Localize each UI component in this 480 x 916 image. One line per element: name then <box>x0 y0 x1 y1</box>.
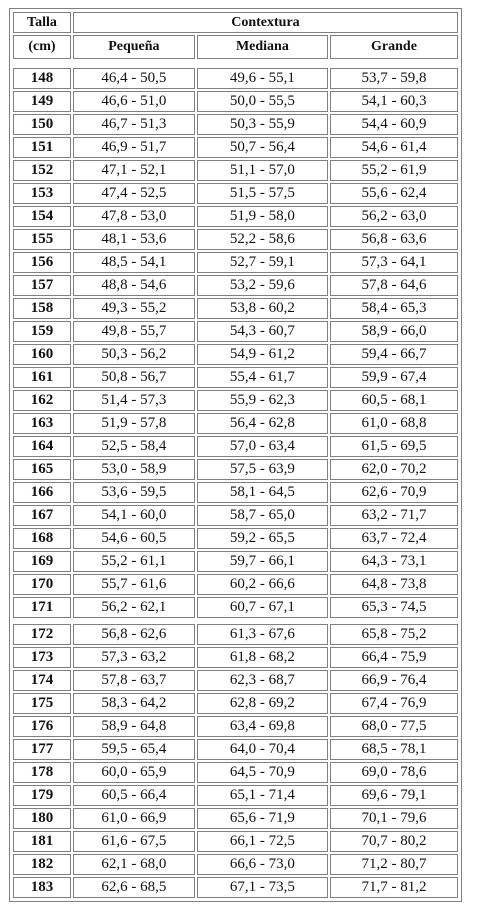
pequena-cell: 48,8 - 54,6 <box>73 275 195 296</box>
talla-cell: 172 <box>13 624 71 645</box>
mediana-cell: 55,9 - 62,3 <box>197 390 328 411</box>
talla-cell: 179 <box>13 785 71 806</box>
talla-cell: 156 <box>13 252 71 273</box>
talla-cell: 175 <box>13 693 71 714</box>
mediana-cell: 55,4 - 61,7 <box>197 367 328 388</box>
mediana-cell: 49,6 - 55,1 <box>197 68 328 89</box>
table-row <box>13 762 458 783</box>
table-body-group-2 <box>13 624 458 898</box>
pequena-cell: 53,0 - 58,9 <box>73 459 195 480</box>
pequena-cell: 49,8 - 55,7 <box>73 321 195 342</box>
talla-cell: 178 <box>13 762 71 783</box>
mediana-cell: 61,8 - 68,2 <box>197 647 328 668</box>
size-table-group-1 <box>11 66 460 620</box>
talla-cell: 162 <box>13 390 71 411</box>
mediana-cell: 65,6 - 71,9 <box>197 808 328 829</box>
grande-cell: 64,3 - 73,1 <box>330 551 458 572</box>
mediana-cell: 52,7 - 59,1 <box>197 252 328 273</box>
talla-cell: 169 <box>13 551 71 572</box>
size-table <box>11 10 460 61</box>
talla-cell: 166 <box>13 482 71 503</box>
talla-cell: 181 <box>13 831 71 852</box>
talla-cell: 176 <box>13 716 71 737</box>
mediana-cell: 51,9 - 58,0 <box>197 206 328 227</box>
pequena-cell: 57,3 - 63,2 <box>73 647 195 668</box>
talla-cell: 152 <box>13 160 71 181</box>
grande-cell: 71,7 - 81,2 <box>330 877 458 898</box>
talla-cell: 150 <box>13 114 71 135</box>
table-row <box>13 160 458 181</box>
table-row <box>13 670 458 691</box>
grande-cell: 57,3 - 64,1 <box>330 252 458 273</box>
talla-cell: 182 <box>13 854 71 875</box>
table-row <box>13 693 458 714</box>
table-row <box>13 413 458 434</box>
mediana-cell: 59,7 - 66,1 <box>197 551 328 572</box>
table-row <box>13 831 458 852</box>
pequena-cell: 58,3 - 64,2 <box>73 693 195 714</box>
talla-cell: 163 <box>13 413 71 434</box>
pequena-cell: 57,8 - 63,7 <box>73 670 195 691</box>
table-row <box>13 505 458 526</box>
grande-cell: 68,5 - 78,1 <box>330 739 458 760</box>
mediana-cell: 56,4 - 62,8 <box>197 413 328 434</box>
mediana-cell: 53,8 - 60,2 <box>197 298 328 319</box>
pequena-cell: 60,0 - 65,9 <box>73 762 195 783</box>
table-row <box>13 597 458 618</box>
talla-cell: 151 <box>13 137 71 158</box>
table-row <box>13 482 458 503</box>
header-contextura: Contextura <box>73 12 458 33</box>
table-row <box>13 321 458 342</box>
pequena-cell: 62,6 - 68,5 <box>73 877 195 898</box>
table-row <box>13 206 458 227</box>
grande-cell: 69,0 - 78,6 <box>330 762 458 783</box>
pequena-cell: 50,3 - 56,2 <box>73 344 195 365</box>
table-row <box>13 114 458 135</box>
mediana-cell: 51,1 - 57,0 <box>197 160 328 181</box>
pequena-cell: 61,6 - 67,5 <box>73 831 195 852</box>
size-table-group-2 <box>11 622 460 900</box>
pequena-cell: 59,5 - 65,4 <box>73 739 195 760</box>
header-cm: (cm) <box>13 35 71 59</box>
pequena-cell: 47,1 - 52,1 <box>73 160 195 181</box>
pequena-cell: 60,5 - 66,4 <box>73 785 195 806</box>
table-row <box>13 739 458 760</box>
grande-cell: 55,6 - 62,4 <box>330 183 458 204</box>
mediana-cell: 66,6 - 73,0 <box>197 854 328 875</box>
talla-cell: 177 <box>13 739 71 760</box>
table-row <box>13 716 458 737</box>
table-row <box>13 647 458 668</box>
mediana-cell: 60,2 - 66,6 <box>197 574 328 595</box>
talla-cell: 168 <box>13 528 71 549</box>
mediana-cell: 60,7 - 67,1 <box>197 597 328 618</box>
grande-cell: 70,1 - 79,6 <box>330 808 458 829</box>
pequena-cell: 55,7 - 61,6 <box>73 574 195 595</box>
grande-cell: 63,2 - 71,7 <box>330 505 458 526</box>
mediana-cell: 64,0 - 70,4 <box>197 739 328 760</box>
pequena-cell: 61,0 - 66,9 <box>73 808 195 829</box>
grande-cell: 59,4 - 66,7 <box>330 344 458 365</box>
talla-cell: 174 <box>13 670 71 691</box>
table-row <box>13 252 458 273</box>
grande-cell: 55,2 - 61,9 <box>330 160 458 181</box>
mediana-cell: 61,3 - 67,6 <box>197 624 328 645</box>
mediana-cell: 62,3 - 68,7 <box>197 670 328 691</box>
size-table-frame <box>9 8 462 902</box>
header-grande: Grande <box>330 35 458 59</box>
mediana-cell: 67,1 - 73,5 <box>197 877 328 898</box>
grande-cell: 56,8 - 63,6 <box>330 229 458 250</box>
talla-cell: 170 <box>13 574 71 595</box>
header-row-2 <box>13 35 458 59</box>
talla-cell: 164 <box>13 436 71 457</box>
table-row <box>13 367 458 388</box>
table-row <box>13 68 458 89</box>
grande-cell: 61,5 - 69,5 <box>330 436 458 457</box>
table-row <box>13 275 458 296</box>
talla-cell: 183 <box>13 877 71 898</box>
pequena-cell: 46,9 - 51,7 <box>73 137 195 158</box>
table-row <box>13 808 458 829</box>
table-row <box>13 91 458 112</box>
mediana-cell: 50,0 - 55,5 <box>197 91 328 112</box>
grande-cell: 59,9 - 67,4 <box>330 367 458 388</box>
grande-cell: 54,4 - 60,9 <box>330 114 458 135</box>
grande-cell: 70,7 - 80,2 <box>330 831 458 852</box>
talla-cell: 148 <box>13 68 71 89</box>
mediana-cell: 57,0 - 63,4 <box>197 436 328 457</box>
talla-cell: 171 <box>13 597 71 618</box>
table-row <box>13 436 458 457</box>
pequena-cell: 47,4 - 52,5 <box>73 183 195 204</box>
pequena-cell: 52,5 - 58,4 <box>73 436 195 457</box>
grande-cell: 63,7 - 72,4 <box>330 528 458 549</box>
talla-cell: 154 <box>13 206 71 227</box>
talla-cell: 180 <box>13 808 71 829</box>
talla-cell: 165 <box>13 459 71 480</box>
grande-cell: 64,8 - 73,8 <box>330 574 458 595</box>
table-row <box>13 528 458 549</box>
header-mediana: Mediana <box>197 35 328 59</box>
pequena-cell: 58,9 - 64,8 <box>73 716 195 737</box>
table-row <box>13 390 458 411</box>
grande-cell: 68,0 - 77,5 <box>330 716 458 737</box>
grande-cell: 71,2 - 80,7 <box>330 854 458 875</box>
pequena-cell: 51,9 - 57,8 <box>73 413 195 434</box>
pequena-cell: 54,6 - 60,5 <box>73 528 195 549</box>
grande-cell: 54,1 - 60,3 <box>330 91 458 112</box>
grande-cell: 62,6 - 70,9 <box>330 482 458 503</box>
mediana-cell: 53,2 - 59,6 <box>197 275 328 296</box>
table-row <box>13 551 458 572</box>
mediana-cell: 59,2 - 65,5 <box>197 528 328 549</box>
talla-cell: 173 <box>13 647 71 668</box>
table-row <box>13 877 458 898</box>
mediana-cell: 58,1 - 64,5 <box>197 482 328 503</box>
grande-cell: 67,4 - 76,9 <box>330 693 458 714</box>
header-pequena: Pequeña <box>73 35 195 59</box>
mediana-cell: 66,1 - 72,5 <box>197 831 328 852</box>
grande-cell: 62,0 - 70,2 <box>330 459 458 480</box>
mediana-cell: 64,5 - 70,9 <box>197 762 328 783</box>
grande-cell: 66,9 - 76,4 <box>330 670 458 691</box>
table-row <box>13 298 458 319</box>
pequena-cell: 47,8 - 53,0 <box>73 206 195 227</box>
table-row <box>13 459 458 480</box>
table-body-group-1 <box>13 68 458 618</box>
mediana-cell: 58,7 - 65,0 <box>197 505 328 526</box>
pequena-cell: 53,6 - 59,5 <box>73 482 195 503</box>
table-row <box>13 229 458 250</box>
pequena-cell: 54,1 - 60,0 <box>73 505 195 526</box>
pequena-cell: 50,8 - 56,7 <box>73 367 195 388</box>
pequena-cell: 48,1 - 53,6 <box>73 229 195 250</box>
mediana-cell: 54,3 - 60,7 <box>197 321 328 342</box>
pequena-cell: 62,1 - 68,0 <box>73 854 195 875</box>
pequena-cell: 51,4 - 57,3 <box>73 390 195 411</box>
header-row-1 <box>13 12 458 33</box>
mediana-cell: 62,8 - 69,2 <box>197 693 328 714</box>
table-row <box>13 854 458 875</box>
grande-cell: 53,7 - 59,8 <box>330 68 458 89</box>
table-header <box>13 12 458 59</box>
pequena-cell: 56,8 - 62,6 <box>73 624 195 645</box>
pequena-cell: 48,5 - 54,1 <box>73 252 195 273</box>
pequena-cell: 46,7 - 51,3 <box>73 114 195 135</box>
pequena-cell: 56,2 - 62,1 <box>73 597 195 618</box>
mediana-cell: 65,1 - 71,4 <box>197 785 328 806</box>
pequena-cell: 46,4 - 50,5 <box>73 68 195 89</box>
mediana-cell: 50,7 - 56,4 <box>197 137 328 158</box>
grande-cell: 66,4 - 75,9 <box>330 647 458 668</box>
table-row <box>13 183 458 204</box>
grande-cell: 65,8 - 75,2 <box>330 624 458 645</box>
table-row <box>13 785 458 806</box>
mediana-cell: 51,5 - 57,5 <box>197 183 328 204</box>
grande-cell: 61,0 - 68,8 <box>330 413 458 434</box>
grande-cell: 54,6 - 61,4 <box>330 137 458 158</box>
grande-cell: 58,4 - 65,3 <box>330 298 458 319</box>
grande-cell: 65,3 - 74,5 <box>330 597 458 618</box>
talla-cell: 159 <box>13 321 71 342</box>
table-row <box>13 624 458 645</box>
mediana-cell: 52,2 - 58,6 <box>197 229 328 250</box>
table-row <box>13 137 458 158</box>
talla-cell: 160 <box>13 344 71 365</box>
mediana-cell: 50,3 - 55,9 <box>197 114 328 135</box>
talla-cell: 161 <box>13 367 71 388</box>
mediana-cell: 57,5 - 63,9 <box>197 459 328 480</box>
grande-cell: 69,6 - 79,1 <box>330 785 458 806</box>
talla-cell: 153 <box>13 183 71 204</box>
pequena-cell: 49,3 - 55,2 <box>73 298 195 319</box>
pequena-cell: 46,6 - 51,0 <box>73 91 195 112</box>
grande-cell: 58,9 - 66,0 <box>330 321 458 342</box>
talla-cell: 149 <box>13 91 71 112</box>
mediana-cell: 63,4 - 69,8 <box>197 716 328 737</box>
talla-cell: 155 <box>13 229 71 250</box>
header-talla: Talla <box>13 12 71 33</box>
talla-cell: 167 <box>13 505 71 526</box>
table-row <box>13 344 458 365</box>
grande-cell: 56,2 - 63,0 <box>330 206 458 227</box>
grande-cell: 60,5 - 68,1 <box>330 390 458 411</box>
talla-cell: 157 <box>13 275 71 296</box>
grande-cell: 57,8 - 64,6 <box>330 275 458 296</box>
pequena-cell: 55,2 - 61,1 <box>73 551 195 572</box>
talla-cell: 158 <box>13 298 71 319</box>
mediana-cell: 54,9 - 61,2 <box>197 344 328 365</box>
table-row <box>13 574 458 595</box>
